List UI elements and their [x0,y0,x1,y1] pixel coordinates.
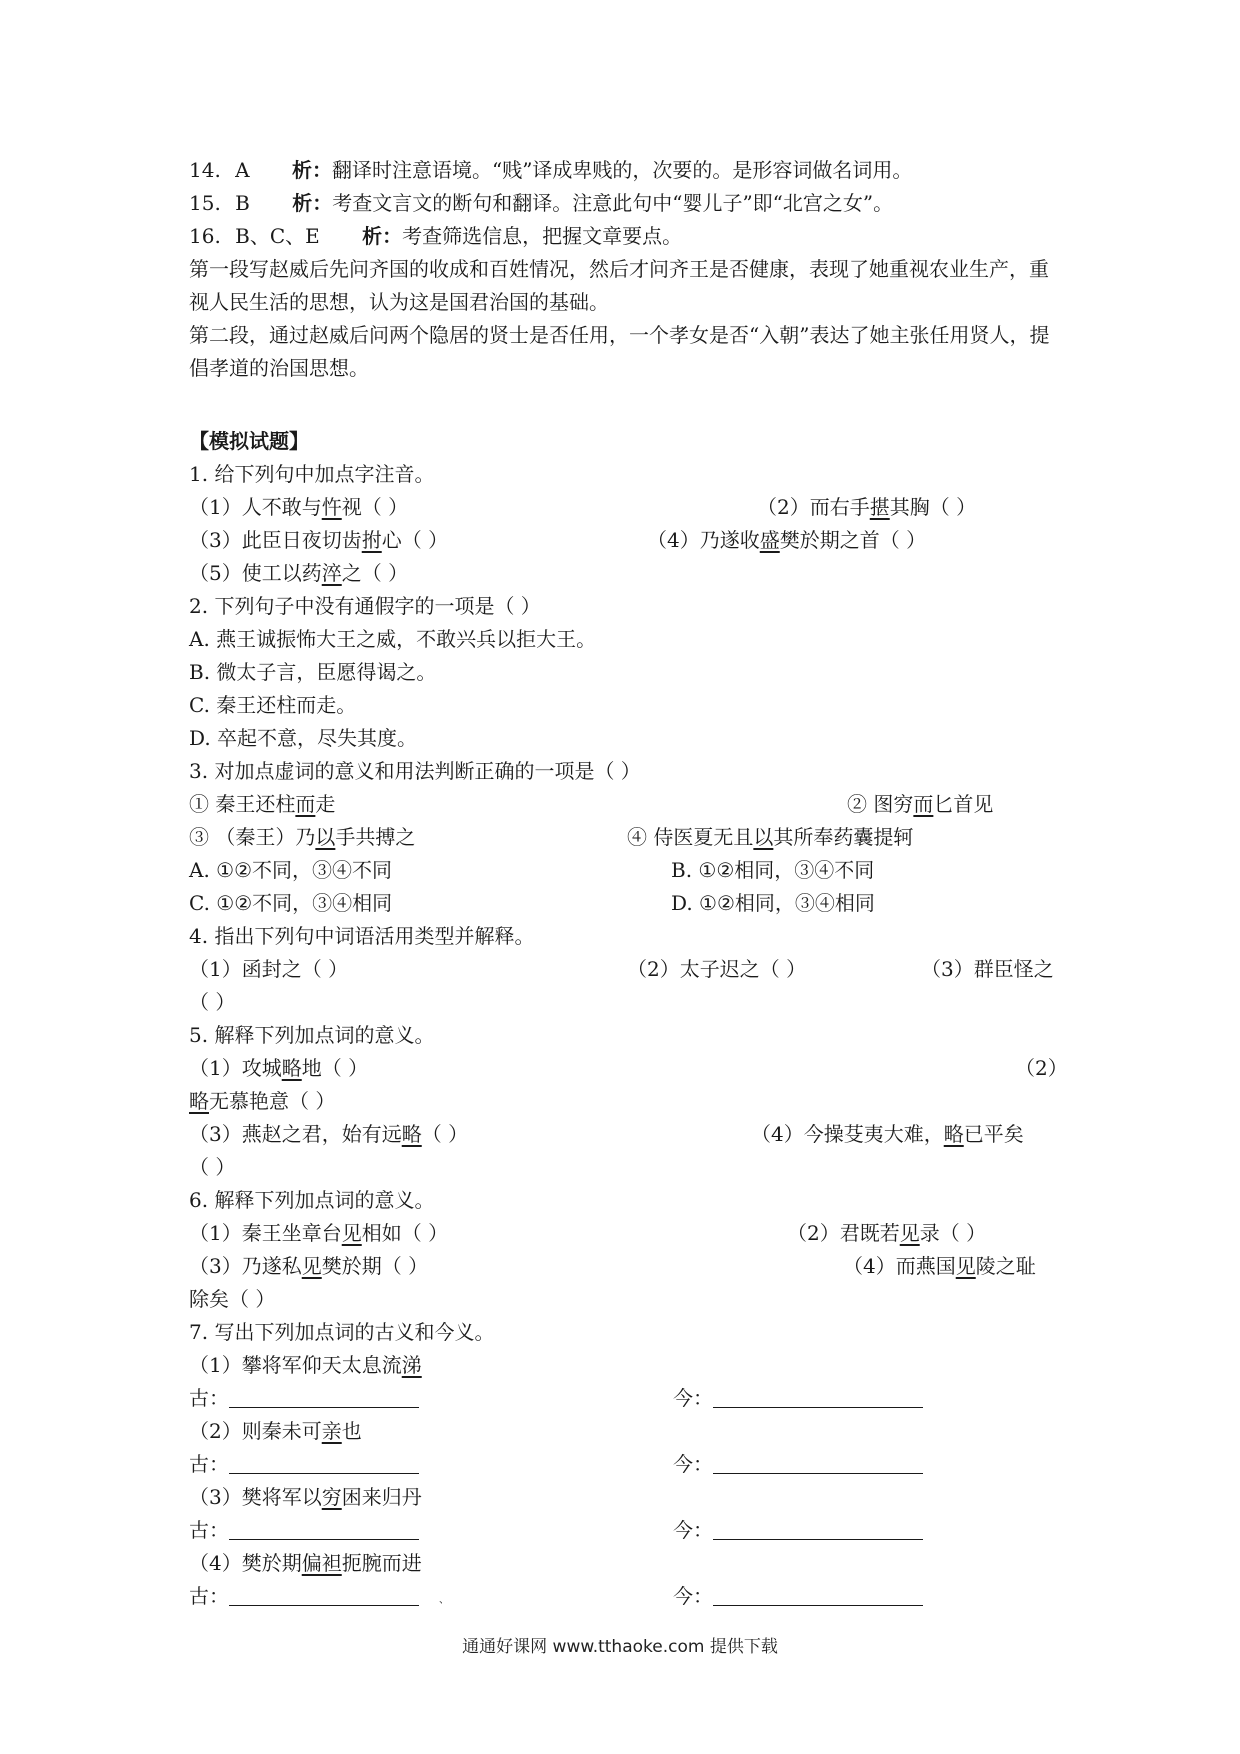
answer-14: 14. A 析：翻译时注意语境。“贱”译成卑贱的，次要的。是形容词做名词用。 [189,158,913,182]
q1-item-2: （2）而右手揕其胸（ ） [757,495,977,519]
q7-jin-label: 今： [673,1452,713,1476]
q7-answer-row-1 [189,1382,1061,1415]
q5-item-2-number: （2） [1015,1056,1068,1080]
q7-gu-blank[interactable] [229,1583,419,1606]
q3-sentence-3: ③ （秦王）乃以手共搏之 [189,825,416,849]
q5-row-2 [189,1085,1061,1118]
q3-option-d: D. ①②相同，③④相同 [671,891,875,915]
q7-item-3: （3）樊将军以穷困来归丹 [189,1485,422,1509]
q3-sentence-1: ① 秦王还柱而走 [189,792,336,816]
q3-row-1 [189,788,1061,821]
q3-option-a: A. ①②不同，③④不同 [189,858,393,882]
q5-row-1 [189,1052,1068,1085]
section-title: 【模拟试题】 [189,429,309,453]
q2-option-c: C. 秦王还柱而走。 [189,693,357,717]
q7-answer-row-3 [189,1514,1061,1547]
q2-stem: 2. 下列句子中没有通假字的一项是（ ） [189,594,541,618]
q5-stem: 5. 解释下列加点词的意义。 [189,1023,435,1047]
q5-item-4: （4）今操芟夷大难，略已平矣 [751,1122,1024,1146]
q7-stem: 7. 写出下列加点词的古义和今义。 [189,1320,495,1344]
q7-answer-row-4 [189,1580,1061,1613]
q5-item-1: （1）攻城略地（ ） [189,1056,369,1080]
q7-item-4: （4）樊於期偏袒扼腕而进 [189,1551,422,1575]
q6-item-1: （1）秦王坐章台见相如（ ） [189,1221,449,1245]
q7-jin-blank[interactable] [713,1583,923,1606]
q2-option-a: A. 燕王诚振怖大王之威，不敢兴兵以拒大王。 [189,627,597,651]
q2-option-d: D. 卒起不意，尽失其度。 [189,726,418,750]
q6-item-3: （3）乃遂私见樊於期（ ） [189,1254,429,1278]
q7-answer-row-2 [189,1448,1061,1481]
q7-gu-blank[interactable] [229,1385,419,1408]
q5-row-3 [189,1118,1061,1151]
q1-item-1: （1）人不敢与忤视（ ） [189,495,409,519]
q7-jin-blank[interactable] [713,1451,923,1474]
page-footer: 通通好课网 www.tthaoke.com 提供下载 [462,1637,778,1657]
q1-item-3: （3）此臣日夜切齿拊心（ ） [189,528,449,552]
q4-item-2: （2）太子迟之（ ） [627,957,807,981]
answer-16: 16. B、C、E 析：考查筛选信息，把握文章要点。 [189,224,683,248]
q7-gu-blank[interactable] [229,1517,419,1540]
document-body [189,154,1068,1613]
q6-item-2: （2）君既若见录（ ） [787,1221,987,1245]
q5-item-3: （3）燕赵之君，始有远略（ ） [189,1122,469,1146]
q4-item-3: （3）群臣怪之 [921,957,1054,981]
q3-sentence-2: ② 图穷而匕首见 [847,792,994,816]
q5-item-2: 略无慕艳意（ ） [189,1089,336,1113]
q7-jin-blank[interactable] [713,1385,923,1408]
q7-gu-blank[interactable] [229,1451,419,1474]
q1-item-4: （4）乃遂收盛樊於期之首（ ） [647,528,927,552]
stray-mark: 、 [439,1595,449,1606]
q7-gu-label: 古： [189,1518,229,1542]
q3-row-2 [189,821,1061,854]
analysis-paragraph-2: 第二段，通过赵威后问两个隐居的贤士是否任用，一个孝女是否“入朝”表达了她主张任用贤人，提倡孝道的治国思想。 [189,323,1050,380]
q7-gu-label: 古： [189,1386,229,1410]
q7-jin-label: 今： [673,1386,713,1410]
q1-row-3 [189,557,1061,590]
q7-gu-label: 古： [189,1452,229,1476]
q7-jin-label: 今： [673,1518,713,1542]
q6-row-1 [189,1217,1061,1250]
analysis-paragraph-1: 第一段写赵威后先问齐国的收成和百姓情况，然后才问齐王是否健康，表现了她重视农业生产，重视人民生活的思想，认为这是国君治国的基础。 [189,257,1049,314]
q3-stem: 3. 对加点虚词的意义和用法判断正确的一项是（ ） [189,759,641,783]
q1-item-5: （5）使工以药淬之（ ） [189,561,409,585]
q7-gu-label: 古： [189,1584,229,1608]
q7-jin-label: 今： [673,1584,713,1608]
q4-item-3-blank: （ ） [189,990,236,1014]
q6-stem: 6. 解释下列加点词的意义。 [189,1188,435,1212]
q2-option-b: B. 微太子言，臣愿得谒之。 [189,660,437,684]
q3-row-4 [189,887,1061,920]
answer-15: 15. B 析：考查文言文的断句和翻译。注意此句中“婴儿子”即“北宫之女”。 [189,191,894,215]
q1-stem: 1. 给下列句中加点字注音。 [189,462,435,486]
q5-item-4-blank: （ ） [189,1155,236,1179]
q7-jin-blank[interactable] [713,1517,923,1540]
q4-stem: 4. 指出下列句中词语活用类型并解释。 [189,924,535,948]
q7-item-2: （2）则秦未可亲也 [189,1419,362,1443]
q1-row-2 [189,524,1061,557]
q3-sentence-4: ④ 侍医夏无且以其所奉药囊提轲 [627,825,914,849]
q1-row-1 [189,491,1061,524]
q3-option-b: B. ①②相同，③④不同 [671,858,875,882]
q6-row-2 [189,1250,1061,1283]
q4-item-1: （1）函封之（ ） [189,957,349,981]
q6-item-4: （4）而燕国见陵之耻 [843,1254,1036,1278]
q7-item-1: （1）攀将军仰天太息流涕 [189,1353,422,1377]
q4-row-1 [189,953,1061,986]
q3-option-c: C. ①②不同，③④相同 [189,891,393,915]
q3-row-3 [189,854,1061,887]
q6-item-4-blank: 除矣（ ） [189,1287,276,1311]
